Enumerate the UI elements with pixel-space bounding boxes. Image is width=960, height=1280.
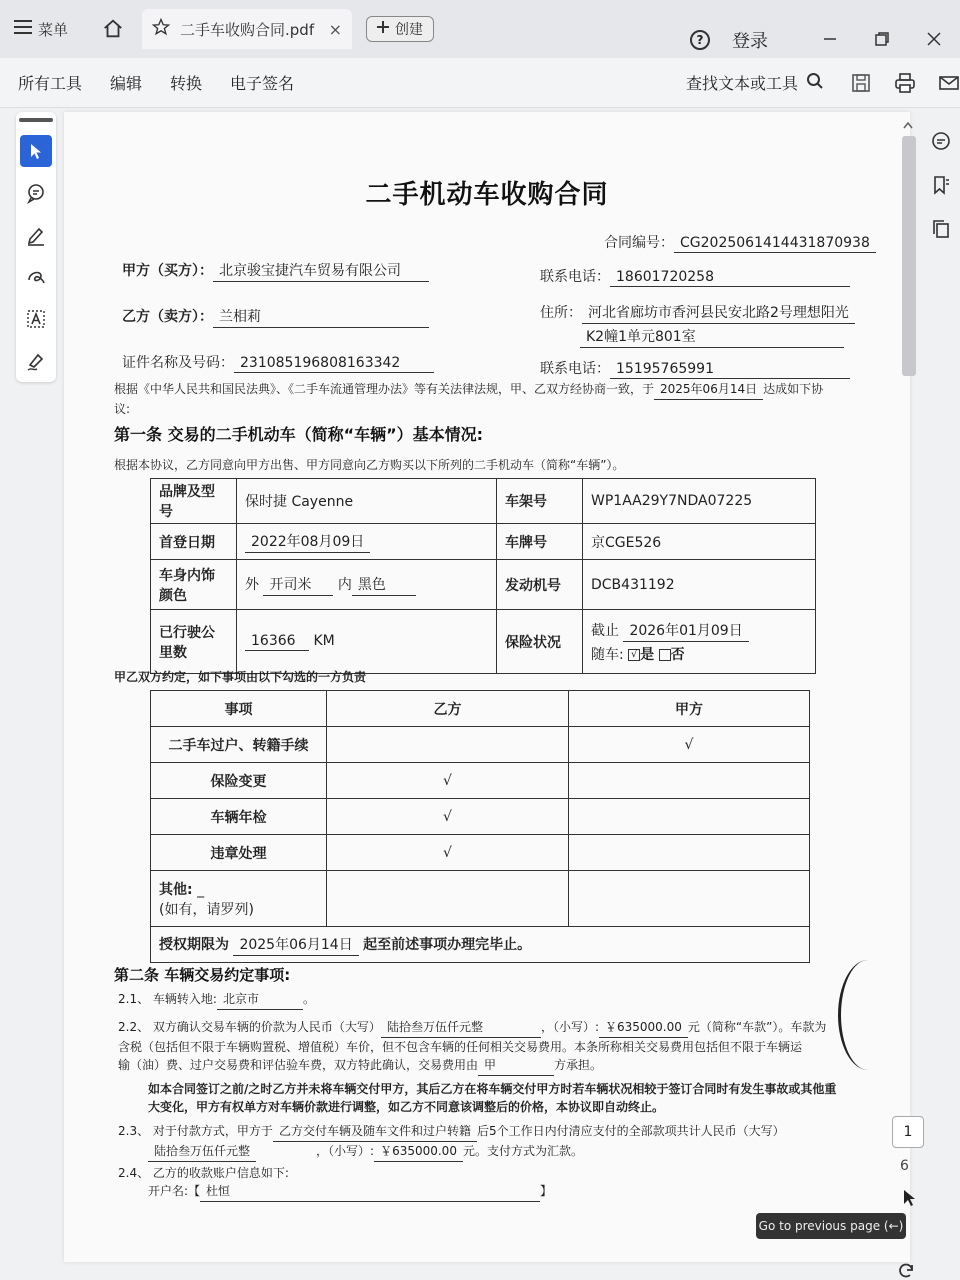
pen-icon [25,224,47,246]
no-label: 否 [670,646,685,663]
clause-2-4-name-label: 开户名:【 [148,1184,201,1198]
color-cell [237,560,497,610]
highlight-tool[interactable] [20,219,52,251]
window-controls [690,0,960,58]
login-button[interactable]: 登录 [732,31,768,52]
id-number: 231085196808163342 [234,355,434,373]
contract-number-row [604,232,876,253]
resp-other-cell [151,871,327,927]
intro-text-2: 达成如下协 [763,382,824,396]
pdf-page [64,112,910,1262]
responsibility-table [150,690,810,963]
restore-icon[interactable] [856,30,908,51]
mileage-unit: KM [313,632,335,649]
contract-number-label: 合同编号： [604,235,674,251]
search-icon [806,72,824,94]
resp-party-a: √ [569,727,810,763]
plus-icon [377,21,389,37]
cursor-icon [27,142,45,160]
contract-number: CG2025061414431870938 [674,235,876,253]
clause-2-2-payer: 甲 [478,1056,554,1076]
table-row [151,927,810,963]
tab-close-button[interactable]: × [328,19,343,39]
auth-suffix: 起至前述事项办理完毕止。 [363,936,532,953]
party-b-label: 乙方（卖方）： [122,309,213,325]
insurance-until-prefix: 截止 [591,622,619,639]
with-car-label: 随车: [591,646,624,663]
table-row [151,799,810,835]
party-b-row [122,306,429,328]
engine-value: DCB431192 [583,560,816,610]
bold-note-2: 大变化，甲方有权单方对车辆价款进行调整，如乙方不同意该调整后的价格，本协议即自动终止。 [148,1100,665,1114]
reg-date-cell [237,524,497,560]
previous-page-tooltip: Go to previous page (←) [756,1213,906,1239]
clause-2-2-amount: ￥635000.00 [599,1018,688,1038]
right-tools-panel [922,130,960,240]
id-row [122,352,434,373]
mileage-label: 已行驶公里数 [151,610,237,674]
table-row [151,835,810,871]
scroll-up-icon[interactable] [903,118,913,132]
brand-value: 保时捷 Cayenne [237,479,497,524]
color-label: 车身内饰颜色 [151,560,237,610]
vin-label: 车架号 [497,479,583,524]
tool-edit[interactable]: 编辑 [110,74,143,93]
brand-label: 品牌及型号 [151,479,237,524]
save-icon[interactable] [850,72,872,94]
document-title: 二手机动车收购合同 [365,180,609,210]
clause-2-2-text-3: 元（简称“车款”）。车款为 [687,1020,827,1034]
clause-bold-note [148,1080,908,1116]
find-label: 查找文本或工具 [685,74,798,93]
int-color: 黑色 [352,574,416,596]
tab-document[interactable] [142,9,352,49]
resp-header-party-a: 甲方 [569,691,810,727]
clause-2-2-amount-cn: 陆拾叁万伍仟元整 [381,1018,541,1038]
table-row [151,871,810,927]
party-a-row [122,260,429,282]
clause-2-3-text-2: 后5个工作日内付清应支付的全部款项共计人民币（大写） [476,1124,785,1138]
create-label: 创建 [395,22,424,38]
resp-header-party-b: 乙方 [327,691,569,727]
comment-tool[interactable] [20,177,52,209]
clause-2-1-end: 。 [302,992,315,1006]
comments-panel-icon[interactable] [930,130,952,152]
responsibility-intro: 甲乙双方约定，如下事项由以下勾选的一方负责 [114,670,367,684]
ext-prefix: 外 [245,576,259,593]
resp-item: 二手车过户、转籍手续 [151,727,327,763]
table-row [151,727,810,763]
mileage-value: 16366 [245,633,309,651]
other-label: 其他: [159,881,193,898]
address-line-1: 河北省廊坊市香河县民安北路2号理想阳光 [582,302,855,324]
clause-2-2-text-6: 方承担。 [554,1058,603,1072]
party-a-phone-row [540,266,850,287]
comment-icon [25,182,47,204]
pages-icon[interactable] [930,218,952,240]
tool-convert[interactable]: 转换 [170,74,203,93]
resp-party-a [569,799,810,835]
address-row-2 [580,326,844,348]
other-note: (如有，请罗列) [159,901,254,918]
home-icon[interactable] [102,18,124,40]
refresh-icon[interactable] [896,1262,916,1280]
resp-party-a [569,763,810,799]
clause-2-3-condition: 乙方交付车辆及随车文件和过户转籍 [273,1122,477,1142]
resp-item: 违章处理 [151,835,327,871]
clause-2-4-no: 2.4、 [118,1166,150,1180]
table-row [151,524,816,560]
int-prefix: 内 [337,576,352,593]
minimize-icon[interactable] [804,30,856,51]
article-1-title: 第一条 交易的二手机动车（简称“车辆”）基本情况: [114,425,484,444]
auth-date: 2025年06月14日 [233,934,358,956]
clause-2-2 [118,1018,898,1076]
article-2-title: 第二条 车辆交易约定事项: [114,966,291,984]
resp-party-a [569,835,810,871]
table-row [151,610,816,674]
resp-header-item: 事项 [151,691,327,727]
scrollbar-thumb[interactable] [902,136,916,376]
table-row [151,560,816,610]
clause-2-1-no: 2.1、 [118,992,150,1006]
clause-2-3-amount-cn: 陆拾叁万伍仟元整 [148,1142,256,1162]
tool-all-tools[interactable]: 所有工具 [18,74,83,93]
clause-2-3-no: 2.3、 [118,1124,150,1138]
insurance-cell [583,610,816,674]
resp-item: 保险变更 [151,763,327,799]
vertical-scrollbar[interactable] [900,124,918,1264]
table-row [151,763,810,799]
intro-date: 2025年06月14日 [654,380,763,400]
clause-2-3-amount: ￥635000.00 [374,1142,463,1162]
insurance-until: 2026年01月09日 [623,620,748,642]
resp-item: 车辆年检 [151,799,327,835]
id-label: 证件名称及号码： [122,355,234,371]
create-button[interactable] [366,16,434,42]
tab-bar [0,0,960,58]
clause-2-3 [118,1122,898,1162]
table-row [151,479,816,524]
tool-esign[interactable]: 电子签名 [230,74,295,93]
yes-label: 是 [640,646,655,663]
phone-label-b: 联系电话： [540,361,610,377]
text-box-icon [25,308,47,330]
find-tool-search[interactable] [686,71,824,94]
party-a-label: 甲方（买方）： [122,263,213,279]
clause-2-2-no: 2.2、 [118,1020,150,1034]
clause-2-2-text-2: ，（小写）: [540,1020,599,1034]
panel-handle[interactable] [19,118,53,122]
mail-icon[interactable] [938,72,960,94]
freehand-icon [25,266,47,288]
clause-2-2-text-4: 含税（包括但不限于车辆购置税、增值税）车价，但不包含车辆的任何相关交易费用。本条所称相关交易费用包括但不限于车辆运 [118,1040,803,1054]
clause-2-4 [118,1164,898,1202]
clause-2-1 [118,990,315,1010]
table-row [151,691,810,727]
engine-label: 发动机号 [497,560,583,610]
tool-bar [0,58,960,108]
address-line-2: K2幢1单元801室 [580,326,844,348]
party-b-phone-row [540,358,850,379]
clause-2-3-text-1: 对于付款方式，甲方于 [152,1124,273,1138]
star-icon[interactable] [152,18,170,40]
resp-party-b [327,727,569,763]
auth-cell [151,927,810,963]
other-value: _ [197,881,205,898]
mouse-pointer-icon [902,1188,918,1208]
resp-party-b: √ [327,799,569,835]
reg-date-label: 首登日期 [151,524,237,560]
bold-note-1: 如本合同签订之前/之时乙方并未将车辆交付甲方，其后乙方在将车辆交付甲方时若车辆状况相较于签订合同时有发生事故或其他重 [148,1082,837,1096]
clause-2-4-name-end: 】 [540,1184,553,1198]
intro-text-3: 议: [114,402,131,416]
party-a-phone: 18601720258 [610,269,850,287]
text-select-tool[interactable] [20,303,52,335]
address-label: 住所： [540,305,582,321]
party-b-name: 兰相莉 [213,306,429,328]
sign-tool[interactable] [20,345,52,377]
clause-2-1-label: 车辆转入地: [152,992,217,1006]
intro-paragraph [114,380,894,418]
clause-2-2-text-1: 双方确认交易车辆的价款为人民币（大写） [152,1020,381,1034]
vehicle-table [150,478,816,674]
clause-2-1-value: 北京市 [217,990,303,1010]
annotation-tools-panel [16,112,56,382]
page-curl-decoration [838,960,898,1070]
resp-other-party-b [327,871,569,927]
plate-value: 京CGE526 [583,524,816,560]
vin-value: WP1AA29Y7NDA07225 [583,479,816,524]
insurance-label: 保险状况 [497,610,583,674]
plate-label: 车牌号 [497,524,583,560]
close-icon[interactable] [908,30,960,51]
menu-button[interactable] [0,9,82,49]
checkbox-no[interactable] [659,649,671,661]
ext-color: 开司米 [263,574,333,596]
clause-2-4-name: 杜恒 [200,1182,540,1202]
menu-label: 菜单 [38,20,69,39]
resp-other-party-a [569,871,810,927]
help-icon[interactable]: ? [690,30,710,50]
bookmark-icon[interactable] [930,174,952,196]
article-1-intro: 根据本协议，乙方同意向甲方出售、甲方同意向乙方购买以下所列的二手机动车（简称“车辆”）。 [114,458,625,472]
clause-2-3-text-4: 元。支付方式为汇款。 [462,1144,583,1158]
checkbox-yes[interactable]: √ [628,649,640,661]
tab-title: 二手车收购合同.pdf [180,20,315,39]
party-b-phone: 15195765991 [610,361,850,379]
total-pages: 6 [900,1158,909,1174]
clause-2-4-text: 乙方的收款账户信息如下: [152,1166,289,1180]
phone-label-a: 联系电话： [540,269,610,285]
auth-label: 授权期限为 [159,936,229,953]
signature-icon [25,350,47,372]
draw-tool[interactable] [20,261,52,293]
hamburger-icon [14,20,32,38]
current-page-input[interactable]: 1 [892,1116,924,1148]
resp-party-b: √ [327,835,569,871]
reg-date-value: 2022年08月09日 [245,531,370,553]
address-row [540,302,855,324]
mileage-cell [237,610,497,674]
intro-text-1: 根据《中华人民共和国民法典》、《二手车流通管理办法》等有关法律法规，甲、乙双方经协商一致，于 [114,382,655,396]
print-icon[interactable] [894,72,916,94]
select-tool[interactable] [20,135,52,167]
party-a-name: 北京骏宝捷汽车贸易有限公司 [213,260,429,282]
clause-2-2-text-5: 输（油）费、过户交易费和评估验车费，双方特此确认，交易费用由 [118,1058,479,1072]
resp-party-b: √ [327,763,569,799]
clause-2-3-text-3: ，（小写）: [316,1144,375,1158]
